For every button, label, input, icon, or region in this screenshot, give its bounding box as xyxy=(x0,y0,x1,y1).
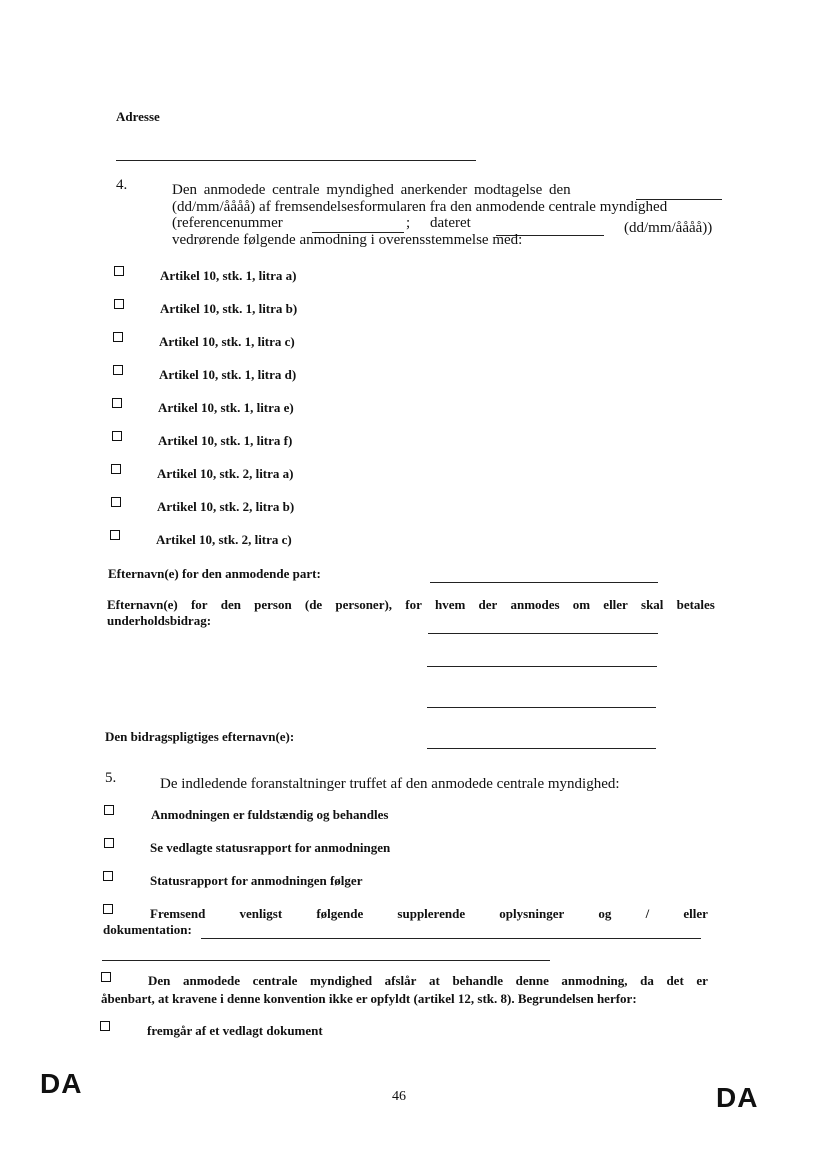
beneficiary-surname-label xyxy=(107,597,715,613)
article-checkbox[interactable] xyxy=(110,530,120,540)
word: Fremsend xyxy=(150,906,206,921)
address-field-line[interactable] xyxy=(116,160,476,161)
word: eller xyxy=(683,906,708,921)
status-checkbox[interactable] xyxy=(104,805,114,815)
word: (de xyxy=(304,597,323,612)
word: skal xyxy=(641,597,664,612)
word: den xyxy=(220,597,241,612)
debtor-surname-label: Den bidragspligtiges efternavn(e): xyxy=(105,729,295,744)
word: er xyxy=(696,973,708,988)
word: oplysninger xyxy=(499,906,565,921)
word: det xyxy=(666,973,684,988)
article-checkbox[interactable] xyxy=(113,365,123,375)
article-checkbox[interactable] xyxy=(112,431,122,441)
word: eller xyxy=(603,597,628,612)
article-checkbox[interactable] xyxy=(113,332,123,342)
applicant-surname-field-line[interactable] xyxy=(430,582,658,583)
article-checkbox[interactable] xyxy=(111,464,121,474)
word: venligst xyxy=(239,906,283,921)
beneficiary-surname-field-line[interactable] xyxy=(427,707,656,708)
language-code-left: DA xyxy=(40,1068,83,1099)
applicant-surname-label: Efternavn(e) for den anmodende part: xyxy=(108,566,321,581)
article-option-label: Artikel 10, stk. 1, litra c) xyxy=(159,334,295,349)
documentation-field-line[interactable] xyxy=(201,938,701,939)
status-option-label: Se vedlagte statusrapport for anmodningen xyxy=(150,840,391,855)
attached-document-label: fremgår af et vedlagt dokument xyxy=(147,1023,323,1038)
section4-line2: (dd/mm/åååå) af fremsendelsesformularen fra den anmodende centrale myndighed xyxy=(172,199,668,215)
article-option-label: Artikel 10, stk. 2, litra a) xyxy=(157,466,294,481)
word: Efternavn(e) xyxy=(107,597,178,612)
article-option-label: Artikel 10, stk. 2, litra c) xyxy=(156,532,292,547)
refuse-label xyxy=(148,973,708,989)
word: hvem xyxy=(435,597,466,612)
beneficiary-surname-label-cont: underholdsbidrag: xyxy=(107,613,212,628)
word: for xyxy=(405,597,422,612)
forward-info-checkbox[interactable] xyxy=(103,904,113,914)
section4-dated-label: dateret xyxy=(430,215,471,231)
word: at xyxy=(429,973,440,988)
word: anmodes xyxy=(510,597,560,612)
article-checkbox[interactable] xyxy=(111,497,121,507)
word: / xyxy=(645,906,650,921)
refuse-checkbox[interactable] xyxy=(101,972,111,982)
word: betales xyxy=(676,597,715,612)
word: personer), xyxy=(335,597,393,612)
word: anmodning, xyxy=(561,973,628,988)
status-option-label: Anmodningen er fuldstændig og behandles xyxy=(151,807,389,822)
word: for xyxy=(190,597,208,612)
beneficiary-surname-field-line[interactable] xyxy=(428,633,658,634)
article-checkbox[interactable] xyxy=(112,398,122,408)
section4-ref-label: (referencenummer xyxy=(172,215,283,231)
section5-number: 5. xyxy=(105,770,117,786)
word: følgende xyxy=(316,906,364,921)
status-checkbox[interactable] xyxy=(103,871,113,881)
word: centrale xyxy=(252,973,298,988)
status-checkbox[interactable] xyxy=(104,838,114,848)
section4-date-format: (dd/mm/åååå)) xyxy=(624,220,713,236)
word: denne xyxy=(515,973,549,988)
word: supplerende xyxy=(397,906,466,921)
word: afslår xyxy=(384,973,417,988)
word: behandle xyxy=(452,973,504,988)
word: om xyxy=(572,597,591,612)
forward-info-label-cont: dokumentation: xyxy=(103,922,192,937)
word: person xyxy=(254,597,292,612)
article-option-label: Artikel 10, stk. 2, litra b) xyxy=(157,499,295,514)
status-option-label: Statusrapport for anmodningen følger xyxy=(150,873,363,888)
article-option-label: Artikel 10, stk. 1, litra f) xyxy=(158,433,293,448)
word: Den xyxy=(148,973,171,988)
refuse-label-cont: åbenbart, at kravene i denne konvention ikke er opfyldt (artikel 12, stk. 8). Begrundelsen herfor: xyxy=(101,991,637,1006)
article-option-label: Artikel 10, stk. 1, litra b) xyxy=(160,301,298,316)
section4-sep: ; xyxy=(406,215,411,231)
language-code-right: DA xyxy=(716,1082,759,1113)
section5-heading: De indledende foranstaltninger truffet af den anmodede centrale myndighed: xyxy=(160,776,620,792)
debtor-surname-field-line[interactable] xyxy=(427,748,656,749)
article-checkbox[interactable] xyxy=(114,266,124,276)
word: der xyxy=(478,597,498,612)
word: myndighed xyxy=(309,973,373,988)
article-option-label: Artikel 10, stk. 1, litra d) xyxy=(159,367,297,382)
word: anmodede xyxy=(182,973,241,988)
attached-document-checkbox[interactable] xyxy=(100,1021,110,1031)
section4-line4: vedrørende følgende anmodning i overensstemmelse med: xyxy=(172,232,523,248)
article-option-label: Artikel 10, stk. 1, litra a) xyxy=(160,268,297,283)
documentation-field-line[interactable] xyxy=(102,960,550,961)
word: og xyxy=(598,906,612,921)
article-option-label: Artikel 10, stk. 1, litra e) xyxy=(158,400,294,415)
section4-line1: Den anmodede centrale myndighed anerkender modtagelse den xyxy=(172,182,571,198)
forward-info-label xyxy=(150,906,708,922)
section4-number: 4. xyxy=(116,177,128,193)
address-label: Adresse xyxy=(116,109,160,124)
word: da xyxy=(640,973,654,988)
beneficiary-surname-field-line[interactable] xyxy=(427,666,657,667)
page-number: 46 xyxy=(392,1089,406,1104)
article-checkbox[interactable] xyxy=(114,299,124,309)
